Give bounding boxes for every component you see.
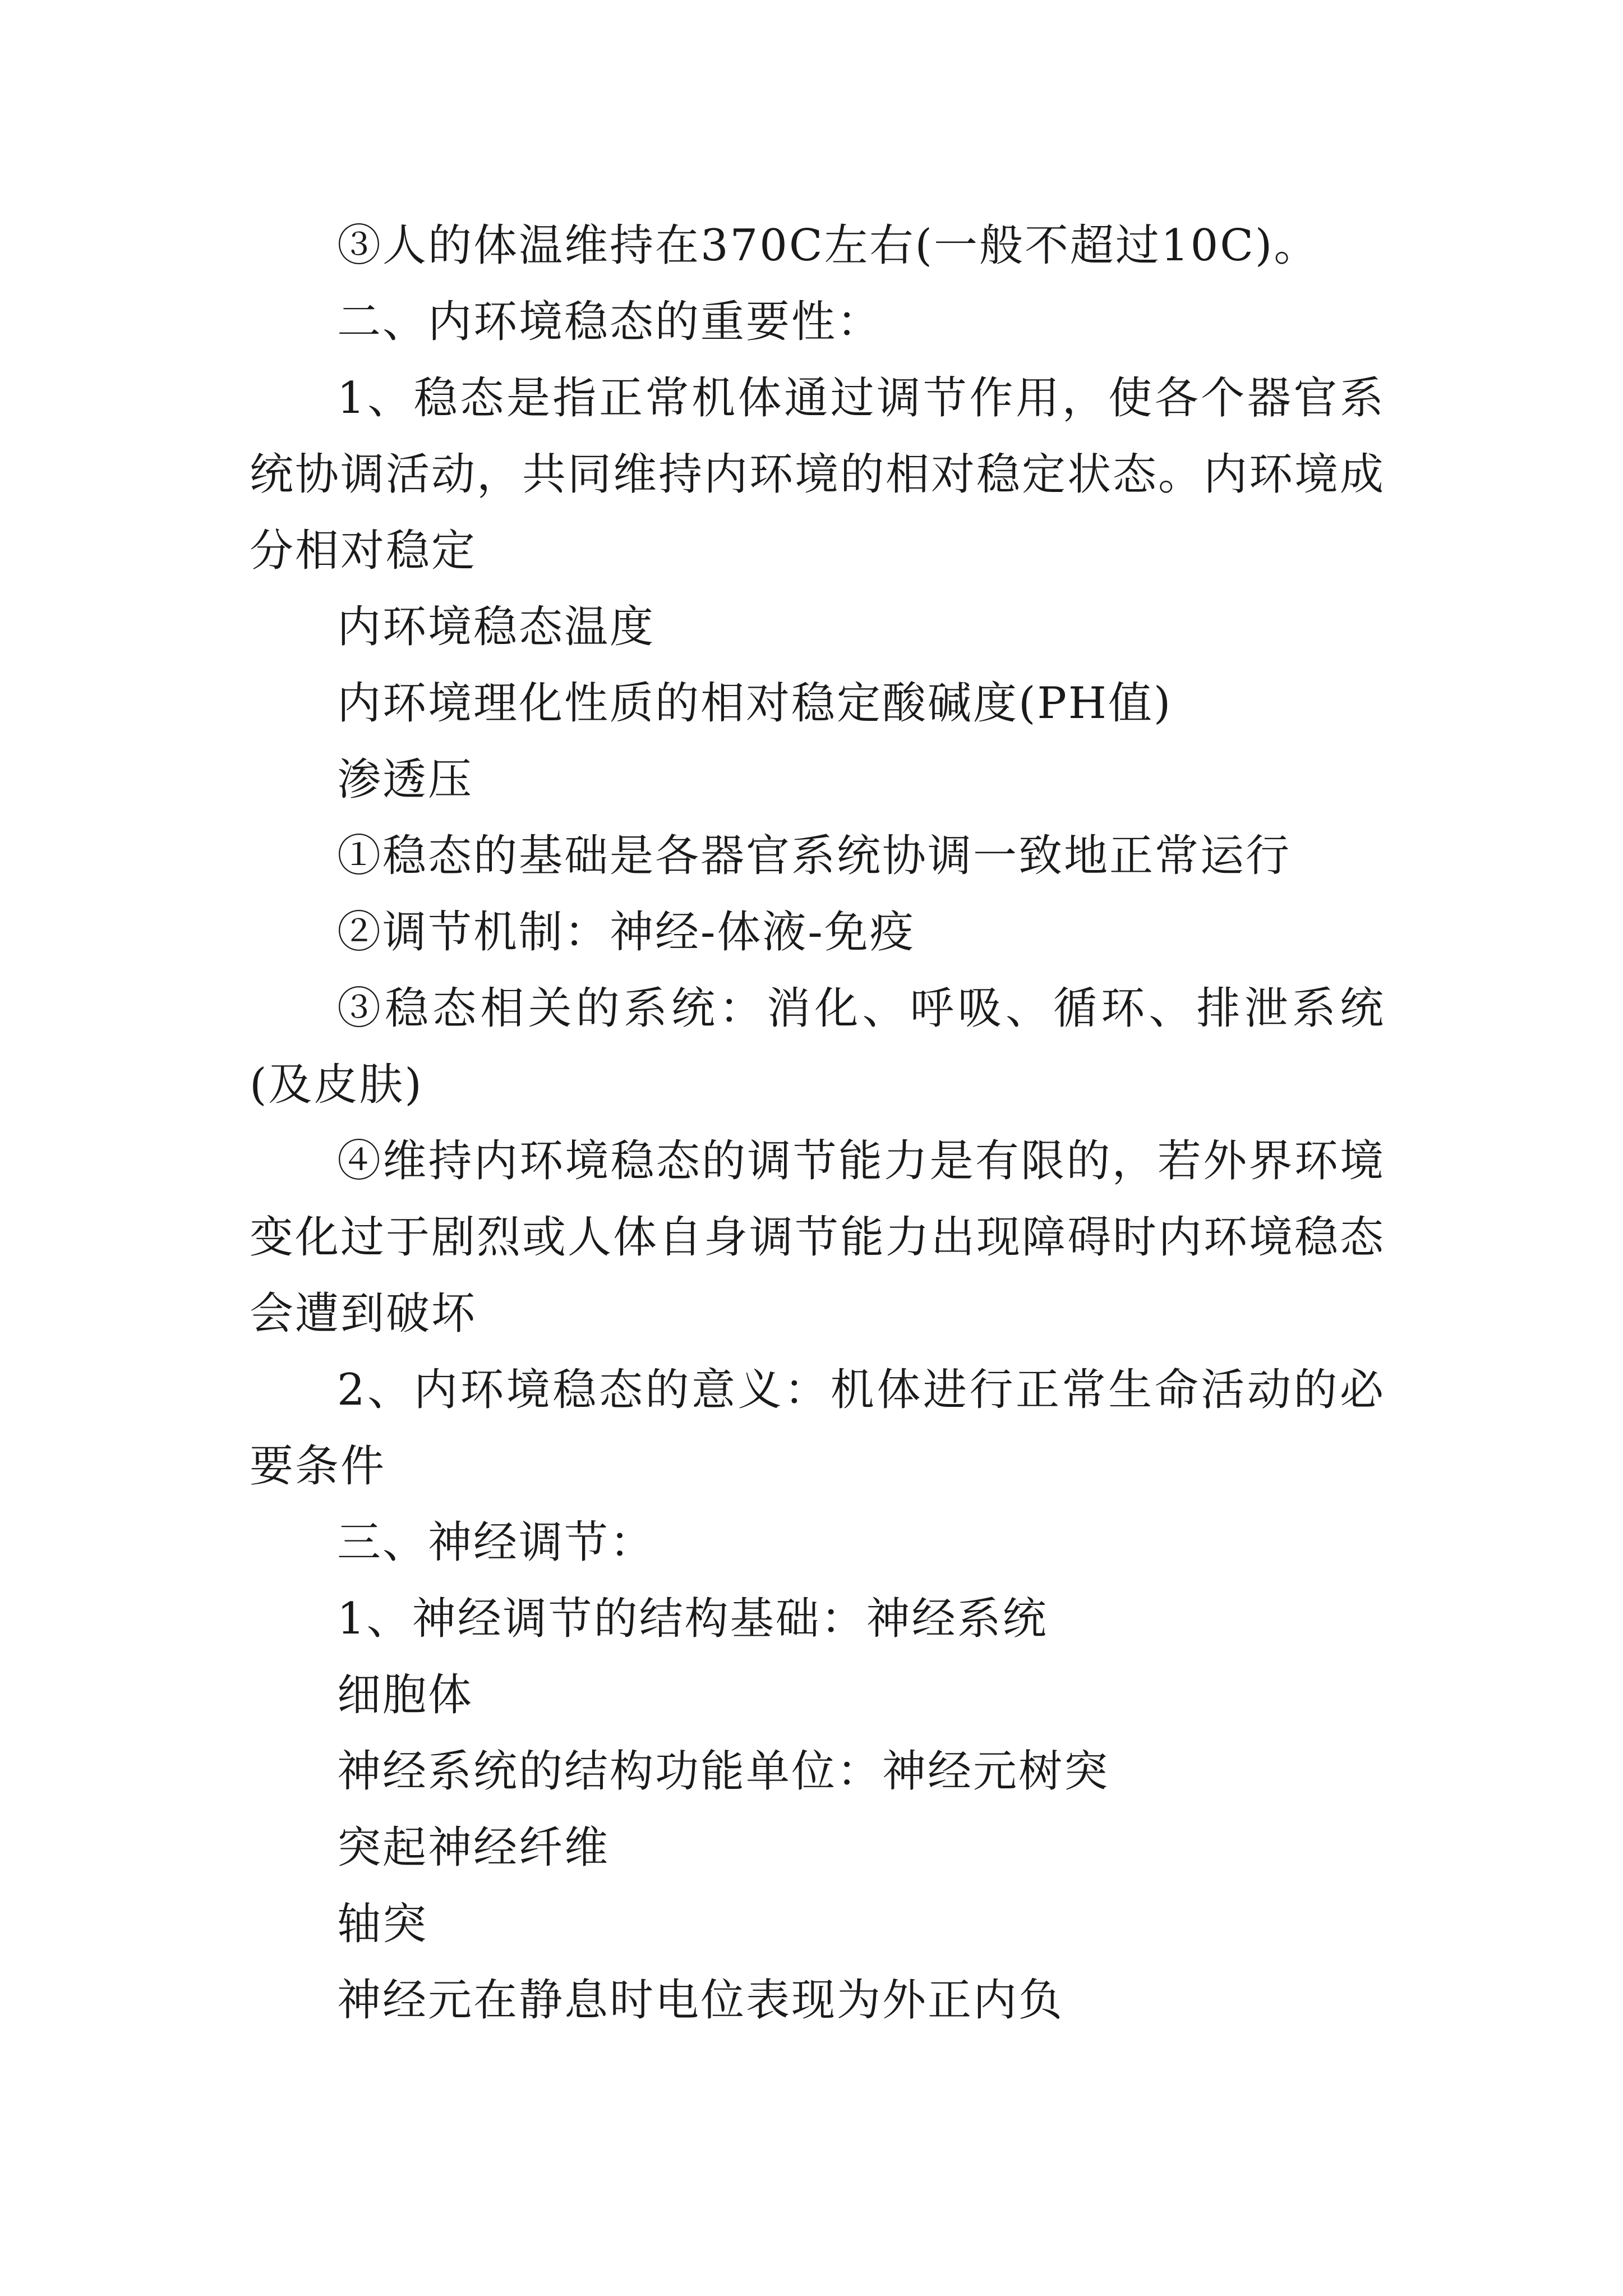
paragraph-neural-structure-basis: 1、神经调节的结构基础：神经系统 <box>337 1594 1048 1644</box>
paragraph-cell-body: 细胞体 <box>337 1670 474 1720</box>
paragraph-homeostasis-basis: ①稳态的基础是各器官系统协调一致地正常运行 <box>337 831 1292 881</box>
paragraph-physicochemical-ph: 内环境理化性质的相对稳定酸碱度(PH值) <box>337 678 1173 729</box>
paragraph-homeostasis-definition: 1、稳态是指正常机体通过调节作用，使各个器官系统协调活动，共同维持内环境的相对稳定状态。内环境成分相对稳定 <box>250 373 1386 576</box>
heading-neural-regulation: 三、神经调节： <box>337 1517 656 1568</box>
paragraph-regulation-mechanism: ②调节机制：神经-体液-免疫 <box>337 907 915 958</box>
paragraph-osmotic-pressure: 渗透压 <box>337 754 474 805</box>
paragraph-nerve-fiber: 突起神经纤维 <box>337 1823 610 1873</box>
paragraph-body-temperature: ③人的体温维持在370C左右(一般不超过10C)。 <box>337 220 1320 271</box>
paragraph-related-systems: ③稳态相关的系统：消化、呼吸、循环、排泄系统(及皮肤) <box>250 983 1385 1110</box>
document-body <box>250 208 1385 2039</box>
paragraph-resting-potential: 神经元在静息时电位表现为外正内负 <box>337 1975 1064 2026</box>
paragraph-regulation-limits: ④维持内环境稳态的调节能力是有限的，若外界环境变化过于剧烈或人体自身调节能力出现障碍时内环境稳态会遭到破坏 <box>250 1136 1386 1339</box>
paragraph-homeostasis-temperature: 内环境稳态温度 <box>337 602 656 652</box>
paragraph-neuron-unit: 神经系统的结构功能单位：神经元树突 <box>337 1746 1110 1797</box>
heading-homeostasis-importance: 二、内环境稳态的重要性： <box>337 297 883 347</box>
paragraph-axon: 轴突 <box>337 1899 428 1949</box>
paragraph-homeostasis-significance: 2、内环境稳态的意义：机体进行正常生命活动的必要条件 <box>250 1365 1385 1492</box>
